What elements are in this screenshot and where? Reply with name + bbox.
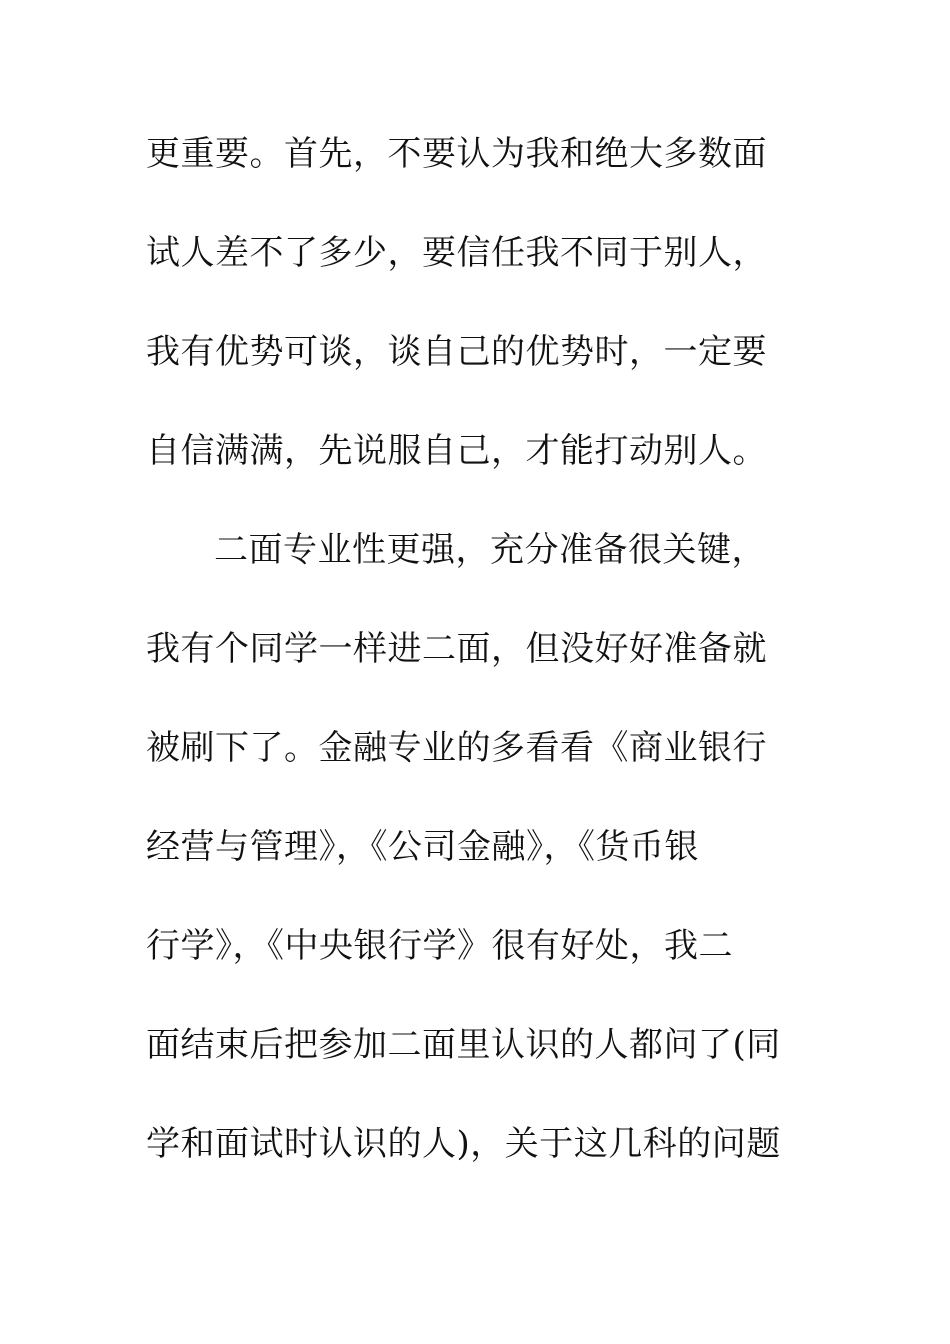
text-line: 面结束后把参加二面里认识的人都问了(同 — [146, 1025, 781, 1065]
paragraph-start-line: 二面专业性更强，充分准备很关键， — [214, 530, 766, 570]
text-line: 试人差不了多少，要信任我不同于别人， — [146, 233, 767, 273]
body-text — [146, 118, 806, 1207]
text-line: 学和面试时认识的人)，关于这几科的问题 — [146, 1124, 781, 1164]
text-line: 更重要。首先，不要认为我和绝大多数面 — [146, 134, 767, 174]
text-line: 被刷下了。金融专业的多看看《商业银行 — [146, 728, 767, 768]
text-line: 经营与管理》，《公司金融》，《货币银 — [146, 827, 699, 867]
text-line: 自信满满，先说服自己，才能打动别人。 — [146, 431, 767, 471]
text-line: 我有个同学一样进二面，但没好好准备就 — [146, 629, 767, 669]
text-line: 我有优势可谈，谈自己的优势时，一定要 — [146, 332, 767, 372]
text-line: 行学》，《中央银行学》很有好处，我二 — [146, 926, 733, 966]
